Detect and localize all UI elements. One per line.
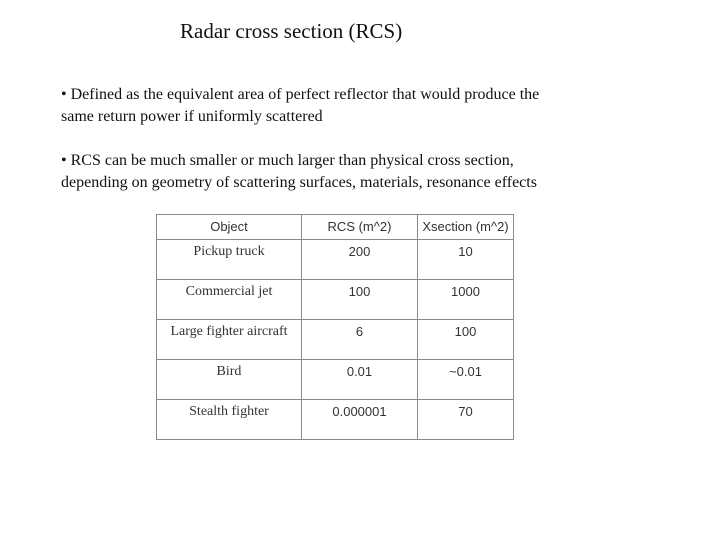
cell-rcs: 200 bbox=[302, 240, 418, 280]
cell-object: Stealth fighter bbox=[157, 400, 302, 440]
cell-rcs: 100 bbox=[302, 280, 418, 320]
bullet-size-comparison bbox=[61, 150, 661, 194]
header-object: Object bbox=[157, 215, 302, 240]
header-xsection: Xsection (m^2) bbox=[418, 215, 514, 240]
bullet-definition bbox=[61, 84, 661, 128]
cell-xsection: 10 bbox=[418, 240, 514, 280]
table-row bbox=[157, 240, 514, 280]
table-row bbox=[157, 360, 514, 400]
cell-object: Bird bbox=[157, 360, 302, 400]
bullet-text-line: • Defined as the equivalent area of perfect reflector that would produce the bbox=[61, 86, 540, 103]
cell-rcs: 0.000001 bbox=[302, 400, 418, 440]
cell-xsection: 70 bbox=[418, 400, 514, 440]
cell-rcs: 6 bbox=[302, 320, 418, 360]
slide-title: Radar cross section (RCS) bbox=[180, 19, 403, 43]
table-header-row bbox=[157, 215, 514, 240]
header-rcs: RCS (m^2) bbox=[302, 215, 418, 240]
table-row bbox=[157, 280, 514, 320]
bullet-text-line: same return power if uniformly scattered bbox=[61, 108, 323, 125]
bullet-text-line: depending on geometry of scattering surfaces, materials, resonance effects bbox=[61, 174, 537, 191]
table-row bbox=[157, 400, 514, 440]
bullet-text-line: • RCS can be much smaller or much larger than physical cross section, bbox=[61, 152, 514, 169]
table-row bbox=[157, 320, 514, 360]
cell-xsection: 100 bbox=[418, 320, 514, 360]
cell-xsection: 1000 bbox=[418, 280, 514, 320]
cell-object: Commercial jet bbox=[157, 280, 302, 320]
cell-xsection: ~0.01 bbox=[418, 360, 514, 400]
cell-object: Pickup truck bbox=[157, 240, 302, 280]
cell-rcs: 0.01 bbox=[302, 360, 418, 400]
rcs-table bbox=[156, 214, 514, 440]
cell-object: Large fighter aircraft bbox=[157, 320, 302, 360]
